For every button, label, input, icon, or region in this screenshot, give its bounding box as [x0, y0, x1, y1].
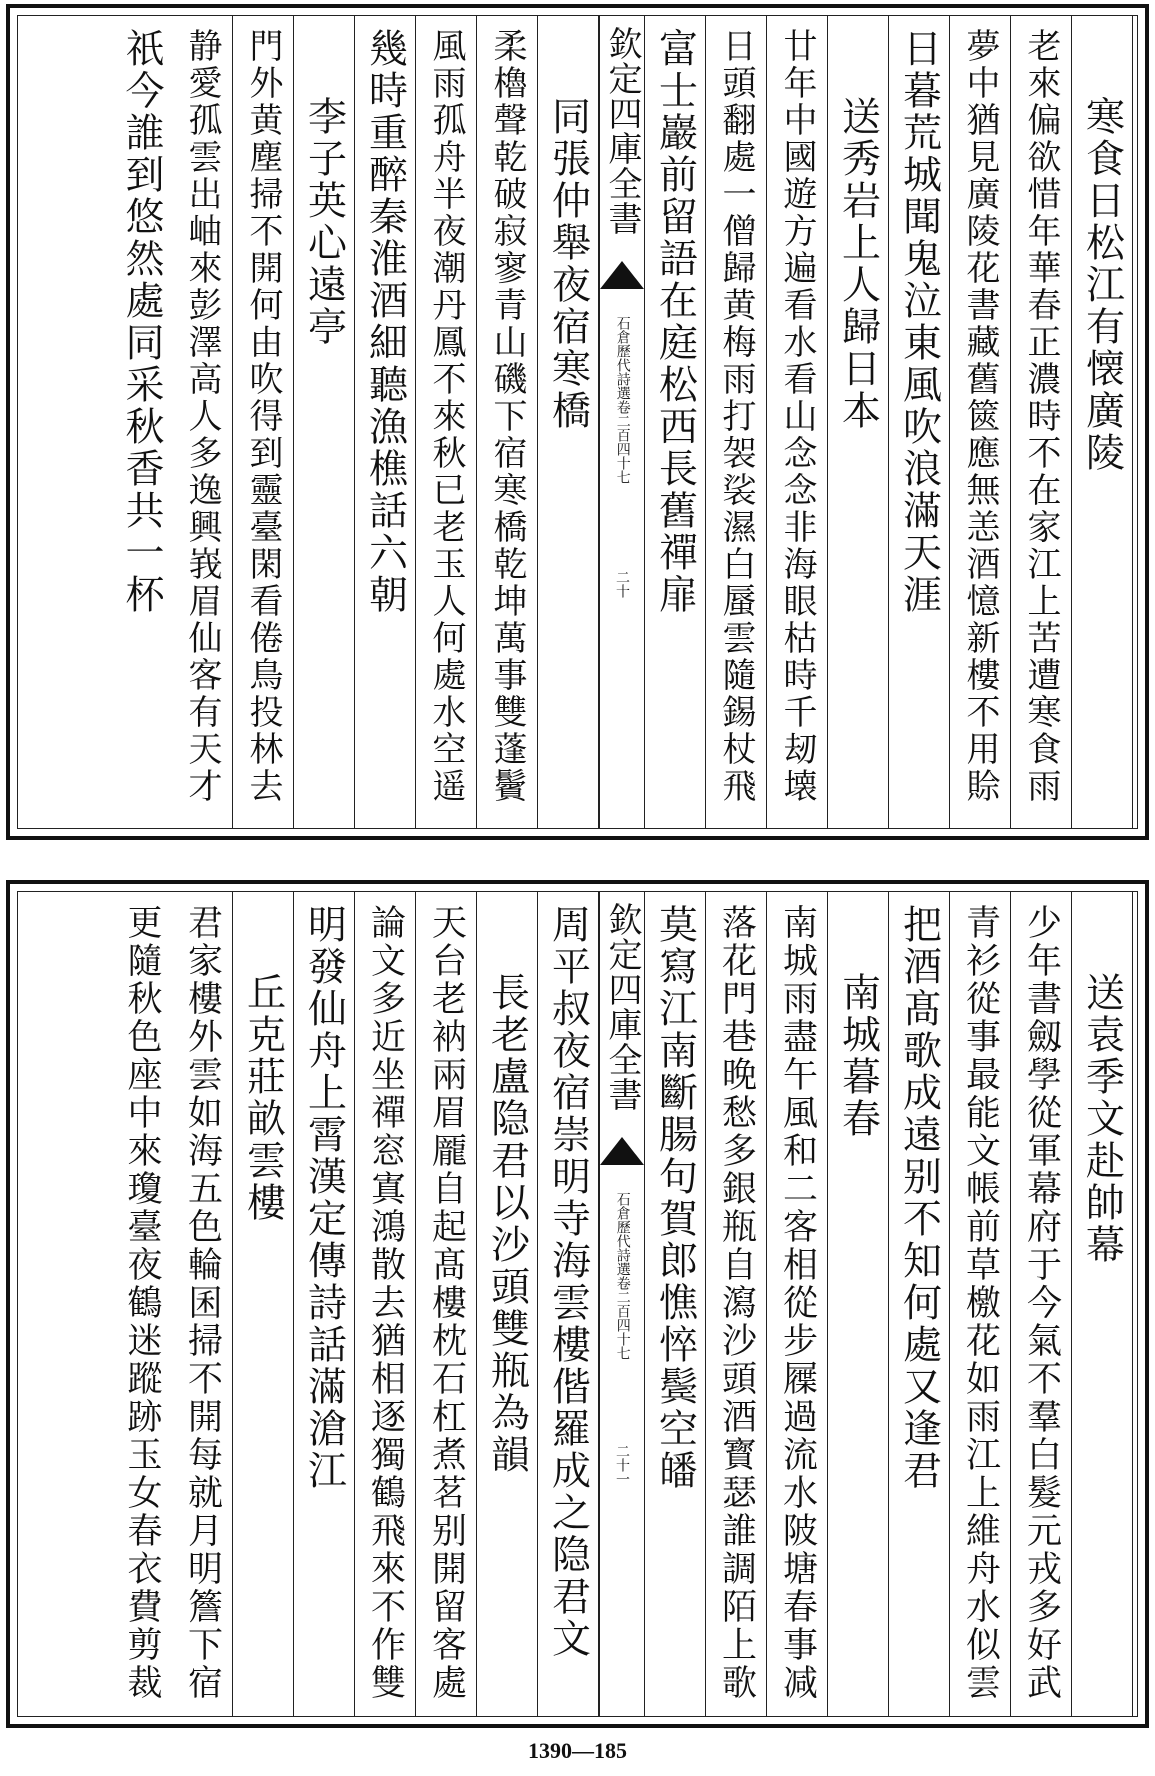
text-column	[233, 16, 294, 828]
spine-book-info	[614, 316, 629, 484]
column-text: 送袁季文赴帥幕	[1079, 972, 1125, 1266]
text-column	[1011, 16, 1072, 828]
text-column	[111, 892, 172, 1716]
bottom-text-frame	[17, 891, 1138, 1717]
column-text: 更隨秋色座中來瓊臺夜鶴迷蹤跡玉女春衣費剪裁	[122, 904, 162, 1702]
text-column	[645, 16, 706, 828]
spine-volume: 卷二百四十七	[614, 400, 631, 484]
column-text: 把酒髙歌成遠别不知何處又逢君	[896, 904, 942, 1492]
spine-leaf-number: 二十	[614, 570, 630, 598]
spine-volume: 卷二百四十七	[614, 1276, 631, 1360]
column-text: 南城雨盡午風和二客相從步屧過流水陂塘春事减	[777, 904, 818, 1702]
column-text: 日頭翻處一僧歸黄梅雨打袈裟濕白蜃雲隨錫杖飛	[716, 28, 756, 805]
spine-book-title: 石倉歷代詩選	[614, 316, 631, 400]
column-text: 李子英心遠亭	[301, 96, 347, 348]
column-text: 老來偏欲惜年華春正濃時不在家江上苦遭寒食雨	[1021, 28, 1061, 805]
top-text-frame	[17, 15, 1138, 829]
spine-title: 欽定四庫全書	[602, 26, 642, 236]
text-column	[477, 892, 538, 1716]
column-text: 廿年中國遊方遍看水看山念念非海眼枯時千刼壊	[777, 28, 817, 805]
text-column	[538, 16, 599, 828]
column-text: 丘克莊畝雲樓	[240, 972, 286, 1224]
spine-column	[599, 16, 645, 828]
fishtail-mark-icon	[600, 1137, 644, 1165]
top-page	[6, 4, 1149, 840]
text-column	[706, 892, 767, 1716]
text-column	[889, 892, 950, 1716]
text-column	[767, 892, 828, 1716]
column-text: 風雨孤舟半夜潮丹鳳不來秋已老玉人何處水空遥	[426, 28, 466, 805]
text-column	[1072, 892, 1133, 1716]
text-column	[172, 16, 233, 828]
column-text: 少年書劔學從軍幕府于今氣不羣白髮元戎多好武	[1021, 904, 1062, 1702]
column-text: 日暮荒城聞鬼泣東風吹浪滿天涯	[896, 28, 942, 616]
text-column	[1072, 16, 1133, 828]
column-text: 祇今誰到悠然處同采秋香共一杯	[119, 28, 164, 616]
text-column	[889, 16, 950, 828]
column-text: 幾時重醉秦淮酒細聽漁樵話六朝	[362, 28, 408, 616]
column-text: 長老盧隐君以沙頭雙瓶為韻	[484, 972, 530, 1476]
text-column	[950, 892, 1011, 1716]
text-column	[172, 892, 233, 1716]
text-column	[111, 16, 172, 828]
column-text: 門外黄塵掃不開何由吹得到靈臺閑看倦鳥投林去	[243, 28, 283, 805]
column-text: 柔櫓聲乾破寂寥青山磯下宿寒橋乾坤萬事雙蓬鬢	[487, 28, 527, 805]
spine-book-title: 石倉歷代詩選	[614, 1192, 631, 1276]
column-text: 富士巖前留語在庭松西長舊禪扉	[652, 28, 698, 616]
spine-book-info	[614, 1192, 629, 1360]
text-column	[294, 16, 355, 828]
text-column	[828, 16, 889, 828]
text-column	[828, 892, 889, 1716]
column-text: 天台老衲兩眉龎自起髙樓枕石杠煮茗别開留客處	[426, 904, 467, 1702]
text-column	[538, 892, 599, 1716]
column-text: 南城暮春	[835, 972, 881, 1140]
text-column	[355, 892, 416, 1716]
column-text: 君家樓外雲如海五色輪囷掃不開每就月明簷下宿	[182, 904, 223, 1702]
spine-leaf-number: 二十一	[614, 1444, 630, 1486]
column-text: 青衫從事最能文帳前草檄花如雨江上維舟水似雲	[960, 904, 1001, 1702]
bottom-page	[6, 880, 1149, 1728]
column-text: 莫寫江南斷腸句賀郎憔悴鬓空皤	[652, 904, 698, 1492]
text-column	[416, 16, 477, 828]
spine-column	[599, 892, 645, 1716]
column-text: 送秀岩上人歸日本	[835, 96, 881, 432]
text-column	[1011, 892, 1072, 1716]
text-column	[645, 892, 706, 1716]
text-column	[416, 892, 477, 1716]
text-column	[355, 16, 416, 828]
text-column	[294, 892, 355, 1716]
text-column	[233, 892, 294, 1716]
column-text: 周平叔夜宿崇明寺海雲樓偕羅成之隐君文	[545, 904, 591, 1660]
text-column	[950, 16, 1011, 828]
column-text: 寒食日松江有懐廣陵	[1079, 96, 1125, 474]
text-column	[767, 16, 828, 828]
page-number: 1390—185	[528, 1738, 627, 1763]
column-text: 論文多近坐禪窓寘鴻散去猶相逐獨鶴飛來不作雙	[365, 904, 406, 1702]
spine-title: 欽定四庫全書	[602, 902, 642, 1112]
column-text: 落花門巷晚愁多銀瓶自瀉沙頭酒寳瑟誰調陌上歌	[716, 904, 757, 1702]
column-text: 同張仲舉夜宿寒橋	[545, 96, 591, 432]
column-text: 静愛孤雲出岫來彭澤高人多逸興峩眉仙客有天才	[182, 28, 222, 805]
column-text: 明發仙舟上霄漢定傳詩話滿滄江	[301, 904, 347, 1492]
text-column	[477, 16, 538, 828]
fishtail-mark-icon	[600, 261, 644, 289]
column-text: 夢中猶見廣陵花書藏舊篋應無恙酒憶新樓不用賒	[960, 28, 1000, 805]
text-column	[706, 16, 767, 828]
